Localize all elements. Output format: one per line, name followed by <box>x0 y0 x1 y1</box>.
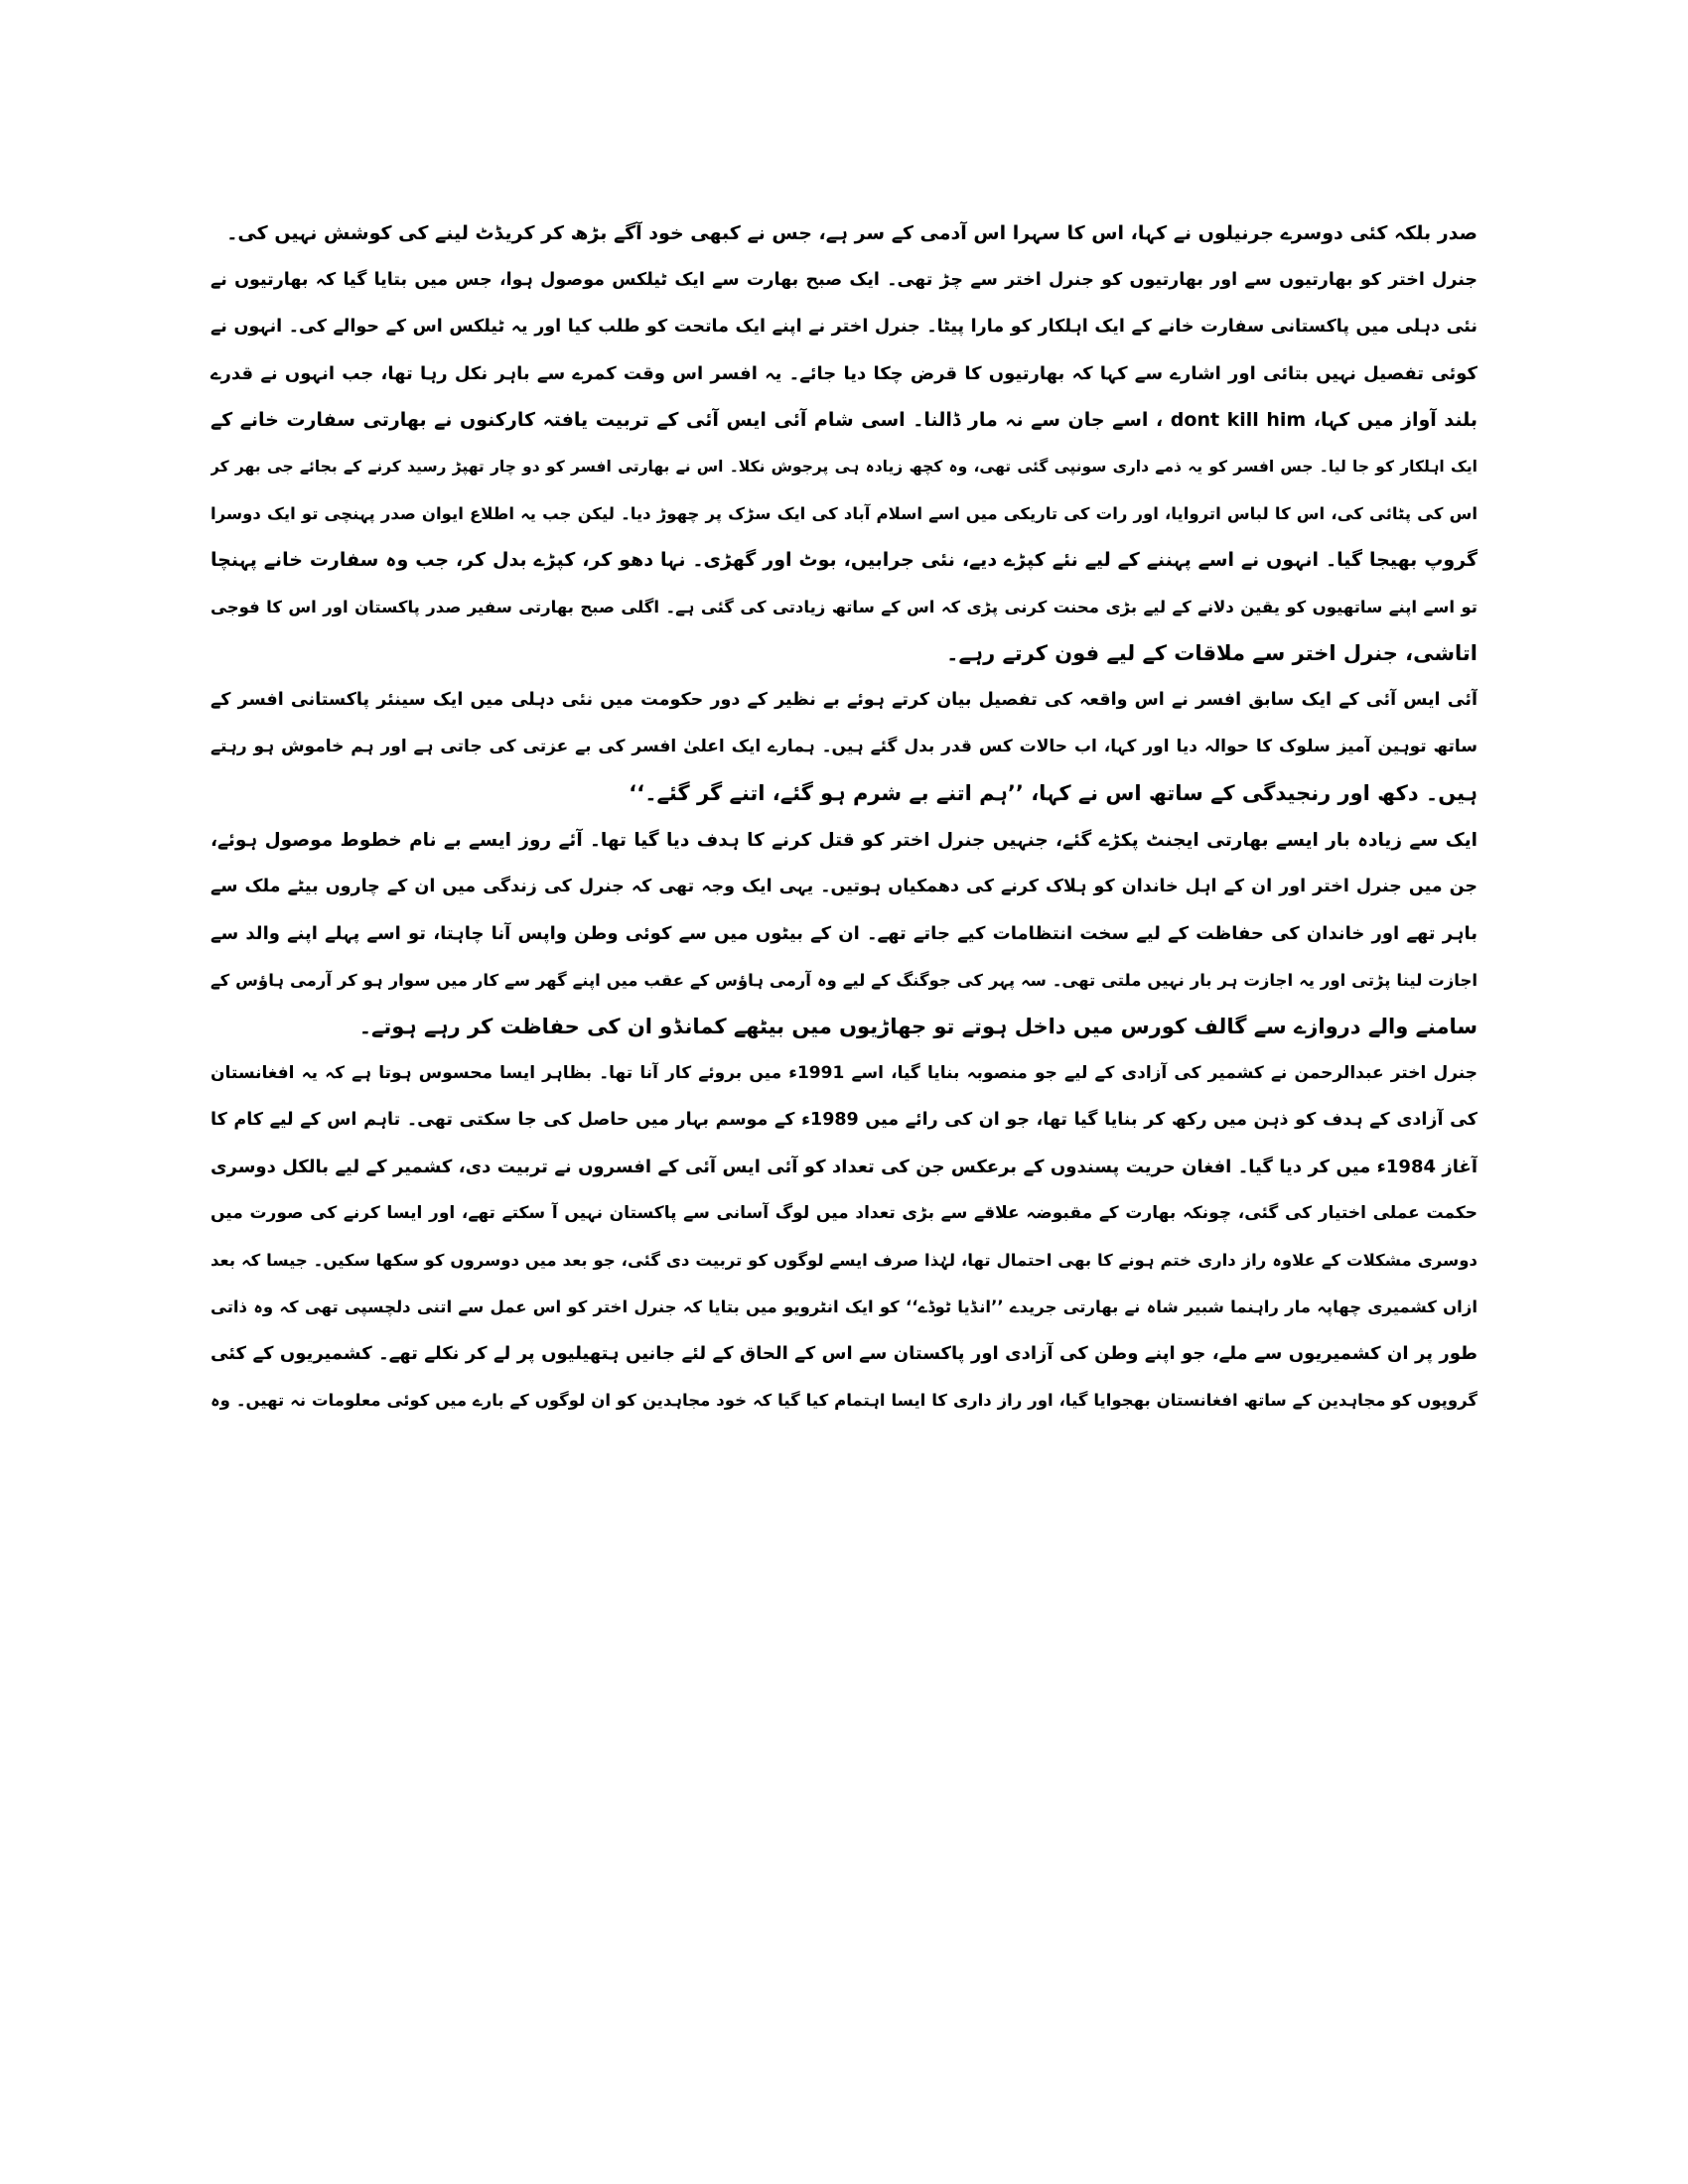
text-line: اتاشی، جنرل اختر سے ملاقات کے لیے فون کرتے رہے۔ <box>946 641 1477 665</box>
text-line: جنرل اختر عبدالرحمن نے کشمیر کی آزادی کے لیے جو منصوبہ بنایا گیا، اسے 1991ء میں بروئے کار آنا تھا۔ بظاہر ایسا محسوس ہوتا ہے کہ یہ افغانستان <box>211 1063 1477 1083</box>
text-line: ازاں کشمیری چھاپہ مار راہنما شبیر شاہ نے بھارتی جریدے ’’انڈیا ٹوڈے‘‘ کو ایک انٹرویو میں بتایا کہ جنرل اختر کو اس عمل سے اتنی دلچسپی تھی کہ وہ ذاتی <box>211 1297 1477 1316</box>
text-line: بلند آواز میں کہا، dont kill him ، اسے جان سے نہ مار ڈالنا۔ اسی شام آئی ایس آئی کے تربیت یافتہ کارکنوں نے بھارتی سفارت خانے کے <box>211 409 1477 431</box>
text-line: طور پر ان کشمیریوں سے ملے، جو اپنے وطن کی آزادی اور پاکستان سے اس کے الحاق کے لئے جانیں ہتھیلیوں پر لے کر نکلے تھے۔ کشمیریوں کے کئی <box>211 1343 1477 1364</box>
text-line: جنرل اختر کو بھارتیوں سے اور بھارتیوں کو جنرل اختر سے چڑ تھی۔ ایک صبح بھارت سے ایک ٹیلکس موصول ہوا، جس میں بتایا گیا کہ بھارتیوں نے <box>211 270 1477 290</box>
paragraph <box>211 677 1477 817</box>
body-text <box>211 210 1477 1424</box>
paragraph <box>211 210 1477 257</box>
text-line: صدر بلکہ کئی دوسرے جرنیلوں نے کہا، اس کا سہرا اس آدمی کے سر ہے، جس نے کبھی خود آگے بڑھ کر کریڈٹ لینے کی کوشش نہیں کی۔ <box>226 222 1477 244</box>
text-line: باہر تھے اور خاندان کی حفاظت کے لیے سخت انتظامات کیے جاتے تھے۔ ان کے بیٹوں میں سے کوئی وطن واپس آنا چاہتا، تو اسے پہلے اپنے والد سے <box>211 923 1477 944</box>
paragraph <box>211 1050 1477 1424</box>
text-line: کوئی تفصیل نہیں بتائی اور اشارے سے کہا کہ بھارتیوں کا قرض چکا دیا جائے۔ یہ افسر اس وقت کمرے سے باہر نکل رہا تھا، جب انہوں نے قدرے <box>211 363 1477 384</box>
text-line: گروپ بھیجا گیا۔ انہوں نے اسے پہننے کے لیے نئے کپڑے دیے، نئی جرابیں، بوٹ اور گھڑی۔ نہا دھو کر، کپڑے بدل کر، جب وہ سفارت خانے پہنچا <box>211 549 1477 571</box>
text-line: نئی دہلی میں پاکستانی سفارت خانے کے ایک اہلکار کو مارا پیٹا۔ جنرل اختر نے اپنے ایک ماتحت کو طلب کیا اور یہ ٹیلکس اس کے حوالے کی۔ انہوں نے <box>211 317 1477 337</box>
text-line: کی آزادی کے ہدف کو ذہن میں رکھ کر بنایا گیا تھا، جو ان کی رائے میں 1989ء کے موسم بہار میں حاصل کی جا سکتی تھی۔ تاہم اس کے لیے کام کا <box>211 1110 1477 1130</box>
text-line: آغاز 1984ء میں کر دیا گیا۔ افغان حریت پسندوں کے برعکس جن کی تعداد کو آئی ایس آئی کے افسروں نے تربیت دی، کشمیر کے لیے بالکل دوسری <box>211 1157 1477 1177</box>
text-line: دوسری مشکلات کے علاوہ راز داری ختم ہونے کا بھی احتمال تھا، لہٰذا صرف ایسے لوگوں کو تربیت دی گئی، جو بعد میں دوسروں کو سکھا سکیں۔ جیسا کہ بعد <box>211 1251 1477 1270</box>
text-line: ساتھ توہین آمیز سلوک کا حوالہ دیا اور کہا، اب حالات کس قدر بدل گئے ہیں۔ ہمارے ایک اعلیٰ افسر کی بے عزتی کی جاتی ہے اور ہم خاموش ہو رہتے <box>211 737 1477 756</box>
text-line: اس کی پٹائی کی، اس کا لباس اتروایا، اور رات کی تاریکی میں اسے اسلام آباد کی ایک سڑک پر چھوڑ دیا۔ لیکن جب یہ اطلاع ایوان صدر پہنچی تو ایک دوسرا <box>211 504 1477 523</box>
text-line: سامنے والے دروازے سے گالف کورس میں داخل ہوتے تو جھاڑیوں میں بیٹھے کمانڈو ان کی حفاظت کر رہے ہوتے۔ <box>358 1015 1477 1038</box>
text-line: جن میں جنرل اختر اور ان کے اہل خاندان کو ہلاک کرنے کی دھمکیاں ہوتیں۔ یہی ایک وجہ تھی کہ جنرل کی زندگی میں ان کے چاروں بیٹے ملک سے <box>211 877 1477 896</box>
text-line: حکمت عملی اختیار کی گئی، چونکہ بھارت کے مقبوضہ علاقے سے بڑی تعداد میں لوگ آسانی سے پاکستان نہیں آ سکتے تھے، اور ایسا کرنے کی صورت میں <box>211 1203 1477 1223</box>
paragraph <box>211 257 1477 677</box>
text-line: اجازت لینا پڑتی اور یہ اجازت ہر بار نہیں ملتی تھی۔ سہ پہر کی جوگنگ کے لیے وہ آرمی ہاؤس کے عقب میں اپنے گھر سے کار میں سوار ہو کر آرمی ہاؤس کے <box>211 971 1477 990</box>
text-line: ایک سے زیادہ بار ایسے بھارتی ایجنٹ پکڑے گئے، جنہیں جنرل اختر کو قتل کرنے کا ہدف دیا گیا تھا۔ آئے روز ایسے بے نام خطوط موصول ہوئے، <box>211 830 1477 851</box>
text-line: تو اسے اپنے ساتھیوں کو یقین دلانے کے لیے بڑی محنت کرنی پڑی کہ اس کے ساتھ زیادتی کی گئی ہے۔ اگلی صبح بھارتی سفیر صدر پاکستان اور اس کا فوجی <box>211 598 1477 616</box>
paragraph <box>211 817 1477 1050</box>
text-line: گروپوں کو مجاہدین کے ساتھ افغانستان بھجوایا گیا، اور راز داری کا ایسا اہتمام کیا گیا کہ خود مجاہدین کو ان لوگوں کے بارے میں کوئی معلومات نہ تھیں۔ وہ <box>211 1391 1477 1410</box>
text-line: ایک اہلکار کو جا لیا۔ جس افسر کو یہ ذمے داری سونپی گئی تھی، وہ کچھ زیادہ ہی پرجوش نکلا۔ اس نے بھارتی افسر کو دو چار تھپڑ رسید کرنے کے بجائے جی بھر کر <box>211 458 1477 476</box>
text-line: ہیں۔ دکھ اور رنجیدگی کے ساتھ اس نے کہا، ’’ہم اتنے بے شرم ہو گئے، اتنے گر گئے۔‘‘ <box>629 781 1477 805</box>
text-line: آئی ایس آئی کے ایک سابق افسر نے اس واقعہ کی تفصیل بیان کرتے ہوئے بے نظیر کے دور حکومت میں نئی دہلی میں ایک سینئر پاکستانی افسر کے <box>211 690 1477 710</box>
